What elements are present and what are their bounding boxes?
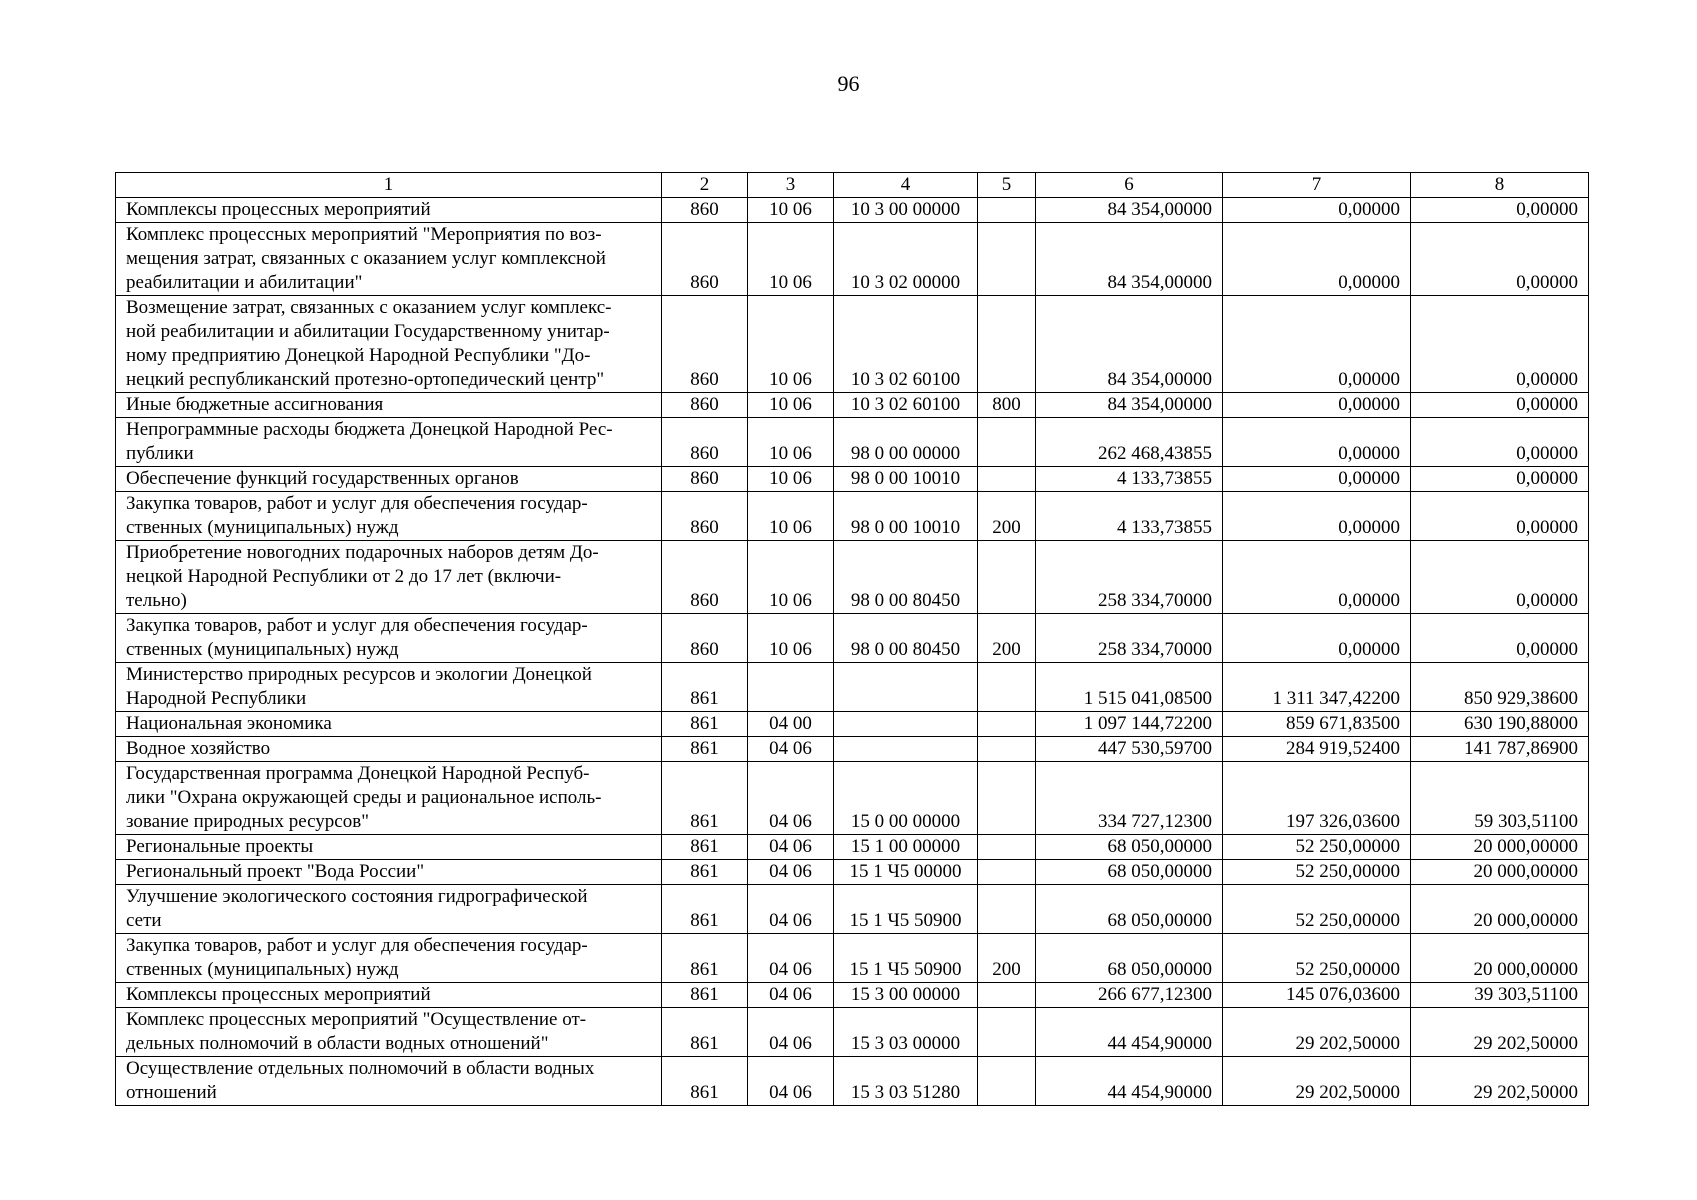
amount-col6-cell: 84 354,00000 [1036, 198, 1223, 223]
target-article-cell: 15 3 00 00000 [834, 983, 978, 1008]
column-header: 5 [978, 173, 1036, 198]
item-name-cell: Обеспечение функций государственных органов [116, 467, 662, 492]
section-code-cell: 04 00 [748, 712, 834, 737]
amount-col7-cell: 284 919,52400 [1223, 737, 1411, 762]
amount-col7-cell: 0,00000 [1223, 467, 1411, 492]
amount-col6-cell: 447 530,59700 [1036, 737, 1223, 762]
amount-col7-cell: 0,00000 [1223, 393, 1411, 418]
amount-col6-cell: 44 454,90000 [1036, 1008, 1223, 1057]
expense-type-cell [978, 541, 1036, 614]
section-code-cell: 10 06 [748, 492, 834, 541]
admin-code-cell: 861 [662, 835, 748, 860]
amount-col6-cell: 68 050,00000 [1036, 860, 1223, 885]
item-name-cell: Приобретение новогодних подарочных наборов детям До- нецкой Народной Республики от 2 до 17 лет (включи- тельно) [116, 541, 662, 614]
budget-table [115, 172, 1589, 1106]
expense-type-cell [978, 223, 1036, 296]
expense-type-cell: 200 [978, 492, 1036, 541]
amount-col7-cell: 52 250,00000 [1223, 835, 1411, 860]
section-code-cell: 10 06 [748, 198, 834, 223]
item-name-cell: Возмещение затрат, связанных с оказанием услуг комплекс- ной реабилитации и абилитации Государственному унитар- ному предприятию Донецкой Народной Республики "До- нецкий республиканский протезно-ортопедический центр" [116, 296, 662, 393]
table-row [116, 418, 1589, 467]
expense-type-cell: 800 [978, 393, 1036, 418]
amount-col6-cell: 44 454,90000 [1036, 1057, 1223, 1106]
item-name-cell: Комплексы процессных мероприятий [116, 198, 662, 223]
amount-col8-cell: 20 000,00000 [1411, 885, 1589, 934]
table-row [116, 198, 1589, 223]
admin-code-cell: 860 [662, 492, 748, 541]
column-header: 8 [1411, 173, 1589, 198]
section-code-cell: 04 06 [748, 885, 834, 934]
amount-col8-cell: 20 000,00000 [1411, 835, 1589, 860]
expense-type-cell [978, 1057, 1036, 1106]
amount-col8-cell: 0,00000 [1411, 492, 1589, 541]
admin-code-cell: 861 [662, 885, 748, 934]
section-code-cell: 10 06 [748, 418, 834, 467]
item-name-cell: Комплекс процессных мероприятий "Мероприятия по воз- мещения затрат, связанных с оказанием услуг комплексной реабилитации и абилитации" [116, 223, 662, 296]
expense-type-cell [978, 737, 1036, 762]
item-name-cell: Закупка товаров, работ и услуг для обеспечения государ- ственных (муниципальных) нужд [116, 492, 662, 541]
target-article-cell: 15 1 Ч5 00000 [834, 860, 978, 885]
amount-col6-cell: 68 050,00000 [1036, 934, 1223, 983]
expense-type-cell [978, 418, 1036, 467]
target-article-cell: 15 1 Ч5 50900 [834, 885, 978, 934]
item-name-cell: Закупка товаров, работ и услуг для обеспечения государ- ственных (муниципальных) нужд [116, 614, 662, 663]
item-name-cell: Региональный проект "Вода России" [116, 860, 662, 885]
expense-type-cell [978, 983, 1036, 1008]
section-code-cell: 04 06 [748, 835, 834, 860]
amount-col8-cell: 0,00000 [1411, 296, 1589, 393]
target-article-cell: 15 1 Ч5 50900 [834, 934, 978, 983]
item-name-cell: Национальная экономика [116, 712, 662, 737]
amount-col6-cell: 1 515 041,08500 [1036, 663, 1223, 712]
table-row [116, 885, 1589, 934]
amount-col6-cell: 68 050,00000 [1036, 835, 1223, 860]
expense-type-cell [978, 762, 1036, 835]
admin-code-cell: 860 [662, 393, 748, 418]
section-code-cell: 04 06 [748, 1057, 834, 1106]
target-article-cell: 10 3 02 60100 [834, 393, 978, 418]
section-code-cell: 10 06 [748, 223, 834, 296]
item-name-cell: Комплекс процессных мероприятий "Осуществление от- дельных полномочий в области водных отношений" [116, 1008, 662, 1057]
admin-code-cell: 860 [662, 467, 748, 492]
admin-code-cell: 860 [662, 296, 748, 393]
section-code-cell: 04 06 [748, 983, 834, 1008]
amount-col6-cell: 258 334,70000 [1036, 541, 1223, 614]
section-code-cell: 04 06 [748, 934, 834, 983]
table-row [116, 737, 1589, 762]
section-code-cell: 04 06 [748, 860, 834, 885]
amount-col7-cell: 52 250,00000 [1223, 934, 1411, 983]
item-name-cell: Водное хозяйство [116, 737, 662, 762]
section-code-cell: 10 06 [748, 296, 834, 393]
table-header [116, 173, 1589, 198]
admin-code-cell: 861 [662, 860, 748, 885]
table-row [116, 762, 1589, 835]
section-code-cell: 04 06 [748, 737, 834, 762]
amount-col8-cell: 141 787,86900 [1411, 737, 1589, 762]
section-code-cell: 10 06 [748, 541, 834, 614]
table-row [116, 541, 1589, 614]
column-header: 3 [748, 173, 834, 198]
section-code-cell [748, 663, 834, 712]
amount-col8-cell: 0,00000 [1411, 223, 1589, 296]
amount-col8-cell: 0,00000 [1411, 198, 1589, 223]
amount-col7-cell: 52 250,00000 [1223, 860, 1411, 885]
admin-code-cell: 861 [662, 1057, 748, 1106]
target-article-cell: 98 0 00 80450 [834, 614, 978, 663]
amount-col7-cell: 145 076,03600 [1223, 983, 1411, 1008]
expense-type-cell [978, 467, 1036, 492]
column-header: 6 [1036, 173, 1223, 198]
amount-col6-cell: 4 133,73855 [1036, 492, 1223, 541]
target-article-cell [834, 663, 978, 712]
table-row [116, 223, 1589, 296]
amount-col8-cell: 850 929,38600 [1411, 663, 1589, 712]
amount-col6-cell: 84 354,00000 [1036, 223, 1223, 296]
table-row [116, 983, 1589, 1008]
item-name-cell: Непрограммные расходы бюджета Донецкой Народной Рес- публики [116, 418, 662, 467]
amount-col7-cell: 0,00000 [1223, 418, 1411, 467]
amount-col8-cell: 0,00000 [1411, 393, 1589, 418]
table-row [116, 835, 1589, 860]
table-row [116, 663, 1589, 712]
amount-col7-cell: 0,00000 [1223, 614, 1411, 663]
amount-col7-cell: 0,00000 [1223, 198, 1411, 223]
table-row [116, 296, 1589, 393]
amount-col7-cell: 29 202,50000 [1223, 1057, 1411, 1106]
amount-col7-cell: 197 326,03600 [1223, 762, 1411, 835]
amount-col7-cell: 0,00000 [1223, 296, 1411, 393]
admin-code-cell: 860 [662, 541, 748, 614]
admin-code-cell: 860 [662, 614, 748, 663]
admin-code-cell: 861 [662, 1008, 748, 1057]
header-row [116, 173, 1589, 198]
expense-type-cell [978, 1008, 1036, 1057]
expense-type-cell [978, 860, 1036, 885]
item-name-cell: Министерство природных ресурсов и экологии Донецкой Народной Республики [116, 663, 662, 712]
item-name-cell: Осуществление отдельных полномочий в области водных отношений [116, 1057, 662, 1106]
amount-col8-cell: 29 202,50000 [1411, 1008, 1589, 1057]
expense-type-cell: 200 [978, 614, 1036, 663]
amount-col8-cell: 0,00000 [1411, 614, 1589, 663]
section-code-cell: 10 06 [748, 467, 834, 492]
section-code-cell: 10 06 [748, 614, 834, 663]
column-header: 1 [116, 173, 662, 198]
target-article-cell: 15 1 00 00000 [834, 835, 978, 860]
amount-col6-cell: 84 354,00000 [1036, 296, 1223, 393]
table-row [116, 393, 1589, 418]
amount-col6-cell: 4 133,73855 [1036, 467, 1223, 492]
amount-col8-cell: 29 202,50000 [1411, 1057, 1589, 1106]
amount-col8-cell: 630 190,88000 [1411, 712, 1589, 737]
item-name-cell: Государственная программа Донецкой Народной Респуб- лики "Охрана окружающей среды и рациональное исполь- зование природных ресурсов" [116, 762, 662, 835]
item-name-cell: Комплексы процессных мероприятий [116, 983, 662, 1008]
section-code-cell: 04 06 [748, 1008, 834, 1057]
admin-code-cell: 861 [662, 762, 748, 835]
amount-col6-cell: 258 334,70000 [1036, 614, 1223, 663]
table-row [116, 1057, 1589, 1106]
item-name-cell: Региональные проекты [116, 835, 662, 860]
expense-type-cell [978, 198, 1036, 223]
page-number: 96 [837, 71, 860, 96]
target-article-cell [834, 737, 978, 762]
amount-col8-cell: 59 303,51100 [1411, 762, 1589, 835]
amount-col7-cell: 859 671,83500 [1223, 712, 1411, 737]
table-row [116, 614, 1589, 663]
item-name-cell: Закупка товаров, работ и услуг для обеспечения государ- ственных (муниципальных) нужд [116, 934, 662, 983]
expense-type-cell: 200 [978, 934, 1036, 983]
column-header: 7 [1223, 173, 1411, 198]
target-article-cell: 98 0 00 80450 [834, 541, 978, 614]
amount-col7-cell: 29 202,50000 [1223, 1008, 1411, 1057]
amount-col6-cell: 266 677,12300 [1036, 983, 1223, 1008]
expense-type-cell [978, 663, 1036, 712]
table-row [116, 492, 1589, 541]
table-row [116, 467, 1589, 492]
column-header: 4 [834, 173, 978, 198]
amount-col6-cell: 334 727,12300 [1036, 762, 1223, 835]
table-row [116, 860, 1589, 885]
table-row [116, 934, 1589, 983]
amount-col7-cell: 0,00000 [1223, 492, 1411, 541]
amount-col8-cell: 0,00000 [1411, 467, 1589, 492]
target-article-cell: 98 0 00 00000 [834, 418, 978, 467]
target-article-cell [834, 712, 978, 737]
amount-col7-cell: 52 250,00000 [1223, 885, 1411, 934]
table-body [116, 198, 1589, 1106]
item-name-cell: Иные бюджетные ассигнования [116, 393, 662, 418]
admin-code-cell: 860 [662, 418, 748, 467]
admin-code-cell: 860 [662, 223, 748, 296]
table-row [116, 1008, 1589, 1057]
amount-col7-cell: 1 311 347,42200 [1223, 663, 1411, 712]
target-article-cell: 98 0 00 10010 [834, 492, 978, 541]
admin-code-cell: 861 [662, 712, 748, 737]
amount-col8-cell: 20 000,00000 [1411, 934, 1589, 983]
admin-code-cell: 861 [662, 934, 748, 983]
expense-type-cell [978, 296, 1036, 393]
amount-col7-cell: 0,00000 [1223, 541, 1411, 614]
expense-type-cell [978, 712, 1036, 737]
column-header: 2 [662, 173, 748, 198]
amount-col6-cell: 84 354,00000 [1036, 393, 1223, 418]
target-article-cell: 10 3 00 00000 [834, 198, 978, 223]
target-article-cell: 98 0 00 10010 [834, 467, 978, 492]
amount-col6-cell: 1 097 144,72200 [1036, 712, 1223, 737]
target-article-cell: 15 3 03 51280 [834, 1057, 978, 1106]
admin-code-cell: 861 [662, 983, 748, 1008]
item-name-cell: Улучшение экологического состояния гидрографической сети [116, 885, 662, 934]
expense-type-cell [978, 885, 1036, 934]
amount-col8-cell: 0,00000 [1411, 418, 1589, 467]
target-article-cell: 15 3 03 00000 [834, 1008, 978, 1057]
amount-col8-cell: 0,00000 [1411, 541, 1589, 614]
table-row [116, 712, 1589, 737]
target-article-cell: 15 0 00 00000 [834, 762, 978, 835]
section-code-cell: 04 06 [748, 762, 834, 835]
expense-type-cell [978, 835, 1036, 860]
amount-col6-cell: 262 468,43855 [1036, 418, 1223, 467]
amount-col8-cell: 20 000,00000 [1411, 860, 1589, 885]
amount-col6-cell: 68 050,00000 [1036, 885, 1223, 934]
admin-code-cell: 860 [662, 198, 748, 223]
target-article-cell: 10 3 02 00000 [834, 223, 978, 296]
section-code-cell: 10 06 [748, 393, 834, 418]
admin-code-cell: 861 [662, 663, 748, 712]
target-article-cell: 10 3 02 60100 [834, 296, 978, 393]
amount-col7-cell: 0,00000 [1223, 223, 1411, 296]
amount-col8-cell: 39 303,51100 [1411, 983, 1589, 1008]
admin-code-cell: 861 [662, 737, 748, 762]
